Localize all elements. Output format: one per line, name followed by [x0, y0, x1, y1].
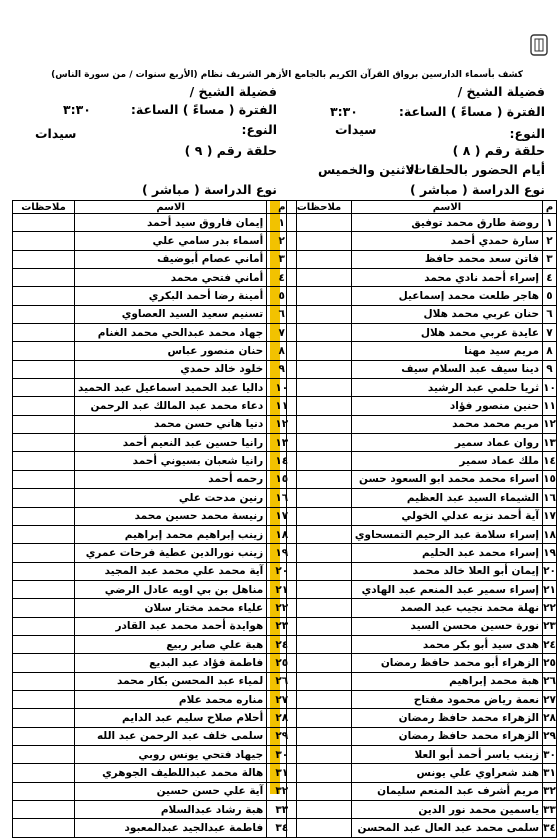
row-number: ١٨ [543, 525, 557, 543]
remarks-cell [13, 525, 75, 543]
student-name: نهلة محمد نجيب عبد الصمد [351, 599, 542, 617]
student-name: أسماء بدر سامي علي [75, 232, 267, 250]
table-row [287, 305, 557, 323]
table-row [13, 434, 297, 452]
student-name: اسراء محمد محمد ابو السعود حسن [351, 470, 542, 488]
student-name: الزهراء محمد حافظ رمضان [351, 709, 542, 727]
table-row [13, 232, 297, 250]
row-number: ٢٥ [267, 654, 297, 672]
remarks-cell [13, 434, 75, 452]
row-number: ١٠ [543, 379, 557, 397]
student-name: مريم سيد مهنا [351, 342, 542, 360]
table-row [13, 452, 297, 470]
row-number: ١٥ [543, 470, 557, 488]
table-row [287, 654, 557, 672]
row-number: ٢٨ [267, 709, 297, 727]
left-type-label: النوع: [241, 122, 277, 137]
student-name: هدى سيد أبو بكر محمد [351, 635, 542, 653]
table-row [287, 580, 557, 598]
remarks-cell [13, 709, 75, 727]
table-row [13, 525, 297, 543]
student-name: هاجر طلعت محمد إسماعيل [351, 287, 542, 305]
row-number: ١٩ [543, 544, 557, 562]
left-sheikh-label: فضيلة الشيخ / [189, 84, 277, 99]
table-row [287, 342, 557, 360]
table-row [287, 232, 557, 250]
row-number: ٣٠ [267, 745, 297, 763]
col-header-remarks: ملاحظات [13, 201, 75, 214]
row-number: ٢١ [267, 580, 297, 598]
student-name: سلمى محمد عبد العال عبد المحسن [351, 819, 542, 837]
left-period-time: ٣:٣٠ [63, 102, 91, 117]
table-row [287, 727, 557, 745]
row-number: ١٤ [267, 452, 297, 470]
student-name: دنيا هاني حسن محمد [75, 415, 267, 433]
table-row [13, 580, 297, 598]
row-number: ١١ [543, 397, 557, 415]
table-row [13, 287, 297, 305]
table-row [287, 635, 557, 653]
col-header-num: م [267, 201, 297, 214]
remarks-cell [13, 214, 75, 232]
row-number: ٩ [543, 360, 557, 378]
row-number: ٧ [543, 324, 557, 342]
row-number: ١٨ [267, 525, 297, 543]
row-number: ٢٣ [543, 617, 557, 635]
student-name: حنان منصور عباس [75, 342, 267, 360]
remarks-cell [13, 672, 75, 690]
row-number: ١٦ [543, 489, 557, 507]
row-number: ٨ [543, 342, 557, 360]
remarks-cell [13, 287, 75, 305]
remarks-cell [13, 580, 75, 598]
right-type-label: النوع: [509, 126, 545, 141]
circle-9-table [12, 200, 297, 838]
table-row [13, 654, 297, 672]
table-row [13, 269, 297, 287]
student-name: عايدة عربي محمد هلال [351, 324, 542, 342]
row-number: ٣٣ [543, 801, 557, 819]
remarks-cell [13, 782, 75, 800]
table-row [13, 489, 297, 507]
row-number: ٢٧ [267, 690, 297, 708]
row-number: ٢ [267, 232, 297, 250]
row-number: ١٢ [543, 415, 557, 433]
student-name: آية أحمد نزيه عدلي الخولي [351, 507, 542, 525]
remarks-cell [13, 489, 75, 507]
student-name: مريم أشرف عبد المنعم سليمان [351, 782, 542, 800]
table-row [287, 379, 557, 397]
left-circle-label: حلقة رقم ( ٩ ) [184, 143, 277, 158]
table-row [287, 745, 557, 763]
row-number: ٣٤ [267, 819, 297, 837]
table-row [287, 562, 557, 580]
row-number: ١٣ [267, 434, 297, 452]
student-name: زينب نورالدين عطية فرحات عمري [75, 544, 267, 562]
table-row [287, 287, 557, 305]
student-name: رانيا شعبان بسيوني أحمد [75, 452, 267, 470]
row-number: ٣٣ [267, 801, 297, 819]
table-row [287, 415, 557, 433]
table-row [13, 562, 297, 580]
table-row [287, 599, 557, 617]
row-number: ٢٥ [543, 654, 557, 672]
table-row [13, 415, 297, 433]
row-number: ٢٧ [543, 690, 557, 708]
row-number: ٢٩ [543, 727, 557, 745]
row-number: ٢٤ [543, 635, 557, 653]
row-number: ٦ [543, 305, 557, 323]
table-row [287, 544, 557, 562]
remarks-cell [13, 415, 75, 433]
student-name: أحلام صلاح سليم عبد الدايم [75, 709, 267, 727]
table-row [287, 324, 557, 342]
table-row [13, 709, 297, 727]
row-number: ٢٢ [543, 599, 557, 617]
remarks-cell [13, 379, 75, 397]
student-name: نعمة رياض محمود مفتاح [351, 690, 542, 708]
row-number: ١٣ [543, 434, 557, 452]
row-number: ٣٤ [543, 819, 557, 837]
table-row [287, 360, 557, 378]
table-row [13, 305, 297, 323]
right-period-time: ٣:٣٠ [330, 104, 358, 119]
table-row [287, 397, 557, 415]
document-title: كشف بأسماء الدارسين برواق القرآن الكريم بالجامع الأزهر الشريف نظام (الأربع سنوات / من سورة الناس) [51, 70, 523, 80]
table-row [13, 379, 297, 397]
student-name: الزهراء أبو محمد حافظ رمضان [351, 654, 542, 672]
table-row [13, 544, 297, 562]
row-number: ١٧ [267, 507, 297, 525]
table-row [287, 507, 557, 525]
row-number: ٢٣ [267, 617, 297, 635]
table-row [13, 214, 297, 232]
student-name: إسراء أحمد نادي محمد [351, 269, 542, 287]
remarks-cell [13, 544, 75, 562]
table-row [13, 727, 297, 745]
row-number: ١٢ [267, 415, 297, 433]
student-name: آية علي حسن حسين [75, 782, 267, 800]
row-number: ٢٤ [267, 635, 297, 653]
remarks-cell [13, 305, 75, 323]
table-row [287, 819, 557, 837]
row-number: ٢٦ [543, 672, 557, 690]
student-name: إسراء محمد عبد الحليم [351, 544, 542, 562]
student-name: هبة رشاد عبدالسلام [75, 801, 267, 819]
remarks-cell [13, 801, 75, 819]
table-row [13, 342, 297, 360]
table-row [13, 635, 297, 653]
col-header-name: الاسم [75, 201, 267, 214]
student-name: إيمان أبو العلا خالد محمد [351, 562, 542, 580]
remarks-cell [13, 727, 75, 745]
student-name: علياء محمد مختار سلان [75, 599, 267, 617]
table-row [13, 764, 297, 782]
student-name: هبة علي صابر ربيع [75, 635, 267, 653]
student-name: لمياء عبد المحسن بكار محمد [75, 672, 267, 690]
table-row [287, 452, 557, 470]
row-number: ٩ [267, 360, 297, 378]
student-name: إسراء سمير عبد المنعم عبد الهادي [351, 580, 542, 598]
table-row [13, 672, 297, 690]
remarks-cell [13, 452, 75, 470]
table-row [13, 599, 297, 617]
student-name: حنين منصور فؤاد [351, 397, 542, 415]
student-name: روان عماد سمير [351, 434, 542, 452]
table-row [13, 690, 297, 708]
table-row [13, 470, 297, 488]
row-number: ٣١ [267, 764, 297, 782]
remarks-cell [13, 470, 75, 488]
remarks-cell [13, 819, 75, 837]
row-number: ٢٠ [267, 562, 297, 580]
student-name: ملك عماد سمير [351, 452, 542, 470]
table-row [287, 434, 557, 452]
student-name: الزهراء محمد حافظ رمضان [351, 727, 542, 745]
table-row [287, 672, 557, 690]
student-name: رحمه أحمد [75, 470, 267, 488]
student-name: جيهاد فتحي يونس روبي [75, 745, 267, 763]
row-number: ٦ [267, 305, 297, 323]
table-row [13, 507, 297, 525]
row-number: ٢٩ [267, 727, 297, 745]
student-name: داليا عبد الحميد اسماعيل عبد الحميد [75, 379, 267, 397]
row-number: ٣١ [543, 764, 557, 782]
row-number: ٥ [267, 287, 297, 305]
al-azhar-emblem-icon [529, 34, 549, 56]
row-number: ٥ [543, 287, 557, 305]
student-name: ثريا حلمي عبد الرشيد [351, 379, 542, 397]
table-row [287, 214, 557, 232]
table-row [287, 617, 557, 635]
row-number: ١٧ [543, 507, 557, 525]
student-name: خلود خالد حمدي [75, 360, 267, 378]
remarks-cell [13, 635, 75, 653]
student-name: فاتن سعد محمد حافظ [351, 250, 542, 268]
row-number: ١٩ [267, 544, 297, 562]
remarks-cell [13, 250, 75, 268]
remarks-cell [13, 360, 75, 378]
left-study-type: نوع الدراسة ( مباشر ) [141, 182, 277, 197]
remarks-cell [13, 690, 75, 708]
remarks-cell [13, 745, 75, 763]
table-row [13, 250, 297, 268]
table-row [13, 819, 297, 837]
remarks-cell [13, 617, 75, 635]
row-number: ٧ [267, 324, 297, 342]
row-number: ٢٦ [267, 672, 297, 690]
remarks-cell [13, 562, 75, 580]
row-number: ٣ [543, 250, 557, 268]
student-name: إيمان فاروق سيد أحمد [75, 214, 267, 232]
row-number: ١٠ [267, 379, 297, 397]
row-number: ١٤ [543, 452, 557, 470]
student-name: فاطمة فؤاد عبد البديع [75, 654, 267, 672]
row-number: ١ [267, 214, 297, 232]
table-row [287, 489, 557, 507]
right-circle-label: حلقة رقم ( ٨ ) [452, 143, 545, 158]
student-name: أمينة رضا أحمد البكري [75, 287, 267, 305]
row-number: ٢٠ [543, 562, 557, 580]
table-row [287, 709, 557, 727]
right-days-value: الاثنين والخميس [318, 162, 420, 177]
row-number: ١ [543, 214, 557, 232]
table-row [13, 360, 297, 378]
table-row [287, 764, 557, 782]
student-name: هوايدة أحمد محمد عبد القادر [75, 617, 267, 635]
right-days-label: أيام الحضور بالحلقات: [408, 162, 545, 177]
table-row [287, 801, 557, 819]
remarks-cell [13, 654, 75, 672]
remarks-cell [13, 232, 75, 250]
table-row [13, 782, 297, 800]
row-number: ١٥ [267, 470, 297, 488]
student-name: مريم محمد محمد [351, 415, 542, 433]
row-number: ٢ [543, 232, 557, 250]
student-name: دعاء محمد عبد المالك عبد الرحمن [75, 397, 267, 415]
remarks-cell [13, 269, 75, 287]
student-name: إسراء سلامة عبد الرحيم التمسحاوي [351, 525, 542, 543]
table-row [287, 269, 557, 287]
table-row [287, 470, 557, 488]
student-name: هبة محمد إبراهيم [351, 672, 542, 690]
student-name: مناهل بن بي اويه عادل الرضي [75, 580, 267, 598]
col-header-name: الاسم [351, 201, 542, 214]
student-name: دينا سيف عبد السلام سيف [351, 360, 542, 378]
row-number: ٣٢ [543, 782, 557, 800]
student-name: زينب إبراهيم محمد إبراهيم [75, 525, 267, 543]
right-period-label: الفترة ( مساءً ) الساعة: [398, 104, 545, 119]
table-row [287, 525, 557, 543]
table-row [287, 690, 557, 708]
remarks-cell [13, 764, 75, 782]
remarks-cell [13, 599, 75, 617]
right-sheikh-label: فضيلة الشيخ / [457, 84, 545, 99]
col-header-num: م [543, 201, 557, 214]
circle-8-table [286, 200, 557, 838]
student-name: رانيا حسين عبد النعيم أحمد [75, 434, 267, 452]
student-name: سلمى خلف عبد الرحمن عبد الله [75, 727, 267, 745]
student-name: أماني فتحي محمد [75, 269, 267, 287]
student-name: آية محمد علي محمد عبد المجيد [75, 562, 267, 580]
table-row [287, 250, 557, 268]
student-name: سارة حمدي أحمد [351, 232, 542, 250]
row-number: ١٦ [267, 489, 297, 507]
row-number: ٨ [267, 342, 297, 360]
student-name: نورة حسين محسن السيد [351, 617, 542, 635]
student-name: رنين مدحت علي [75, 489, 267, 507]
student-name: ياسمين محمد نور الدين [351, 801, 542, 819]
remarks-cell [13, 507, 75, 525]
remarks-cell [13, 324, 75, 342]
student-name: مناره محمد علام [75, 690, 267, 708]
col-header-remarks: ملاحظات [287, 201, 352, 214]
student-name: حنان عربي محمد هلال [351, 305, 542, 323]
table-row [287, 782, 557, 800]
student-name: جهاد محمد عبدالحي محمد الغنام [75, 324, 267, 342]
table-row [13, 617, 297, 635]
student-name: أماني عصام أبوضيف [75, 250, 267, 268]
student-name: هند شعراوي علي يونس [351, 764, 542, 782]
student-name: فاطمة عبدالجيد عبدالمعبود [75, 819, 267, 837]
remarks-cell [13, 397, 75, 415]
row-number: ٣٢ [267, 782, 297, 800]
student-name: تسنيم سعيد السيد العصاوي [75, 305, 267, 323]
row-number: ٤ [267, 269, 297, 287]
row-number: ٢٨ [543, 709, 557, 727]
table-row [13, 801, 297, 819]
student-name: زينب ياسر أحمد أبو العلا [351, 745, 542, 763]
left-type-value: سيدات [35, 126, 77, 141]
row-number: ٤ [543, 269, 557, 287]
student-name: رنيسة محمد حسين محمد [75, 507, 267, 525]
student-name: هالة محمد عبداللطيف الجوهري [75, 764, 267, 782]
row-number: ٣ [267, 250, 297, 268]
student-name: روضة طارق محمد توفيق [351, 214, 542, 232]
table-row [13, 397, 297, 415]
right-study-type: نوع الدراسة ( مباشر ) [409, 182, 545, 197]
right-type-value: سيدات [335, 122, 377, 137]
remarks-cell [13, 342, 75, 360]
row-number: ٣٠ [543, 745, 557, 763]
table-row [13, 324, 297, 342]
table-row [13, 745, 297, 763]
left-period-label: الفترة ( مساءً ) الساعة: [130, 102, 277, 117]
row-number: ٢١ [543, 580, 557, 598]
row-number: ١١ [267, 397, 297, 415]
row-number: ٢٢ [267, 599, 297, 617]
student-name: الشيماء السيد عبد العظيم [351, 489, 542, 507]
